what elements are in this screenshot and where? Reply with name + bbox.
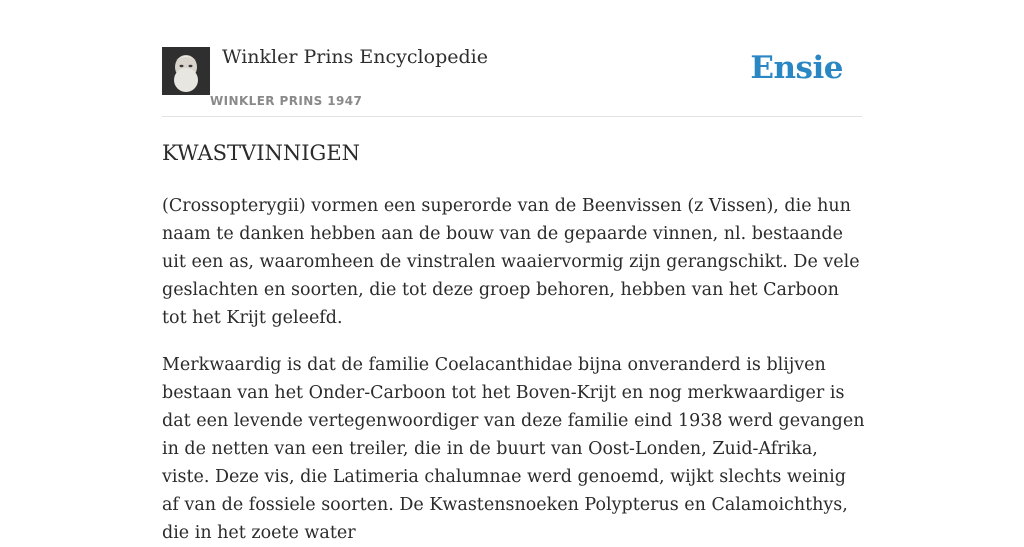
ensie-logo[interactable]: Ensie (750, 50, 843, 86)
entry-paragraph-1: (Crossopterygii) vormen een superorde van de Beenvissen (z Vissen), die hun naam te danken hebben aan de bouw van de gepaarde vinnen, nl. bestaande uit een as, waaromheen de vinstralen waaiervormig zijn gerangschikt. De vele geslachten en soorten, die tot deze groep behoren, hebben van het Carboon tot het Krijt geleefd. (162, 196, 860, 328)
entry-paragraph-2: Merkwaardig is dat de familie Coelacanthidae bijna onveranderd is blijven bestaan van het Onder-Carboon tot het Boven-Krijt en nog merkwaardiger is dat een levende vertegenwoordiger van deze familie eind 1938 werd gevangen in de netten van een treiler, die in de buurt van Oost-Londen, Zuid-Afrika, viste. Deze vis, die Latimeria chalumnae werd genoemd, wijkt slechts weinig af van de fossiele soorten. De Kwastensnoeken Polypterus en Calamoichthys, die in het zoete water (162, 355, 865, 543)
source-header (162, 0, 862, 117)
author-avatar[interactable] (162, 47, 210, 95)
page-container (162, 0, 865, 543)
source-title[interactable]: Winkler Prins Encyclopedie (222, 46, 488, 68)
entry-title: KWASTVINNIGEN (162, 141, 361, 165)
bearded-man-portrait-icon (162, 47, 210, 95)
source-subtitle[interactable]: WINKLER PRINS 1947 (210, 94, 363, 108)
